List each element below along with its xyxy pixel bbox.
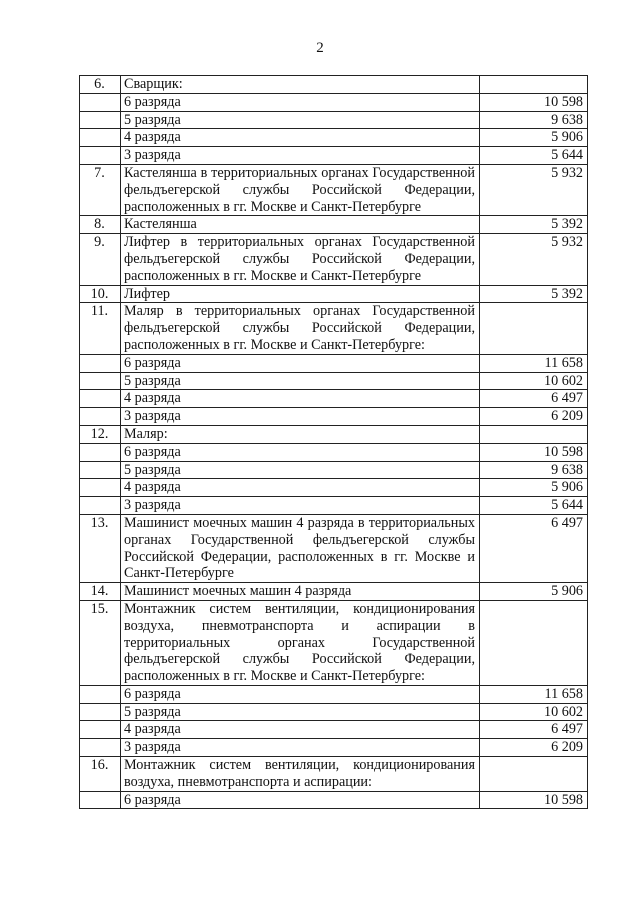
table-row bbox=[80, 129, 588, 147]
position-name: 5 разряда bbox=[121, 111, 480, 129]
position-name: 4 разряда bbox=[121, 129, 480, 147]
salary-value bbox=[480, 303, 588, 354]
table-row bbox=[80, 147, 588, 165]
salary-value: 5 644 bbox=[480, 497, 588, 515]
salary-table bbox=[79, 75, 588, 809]
table-row bbox=[80, 93, 588, 111]
row-number bbox=[80, 93, 121, 111]
position-name: Кастелянша в территориальных органах Государственной фельдъегерской службы Российской Федерации, расположенных в гг. Москве и Санкт-Петербурге bbox=[121, 164, 480, 215]
row-number: 9. bbox=[80, 234, 121, 285]
row-number: 12. bbox=[80, 425, 121, 443]
row-number: 13. bbox=[80, 514, 121, 582]
row-number bbox=[80, 354, 121, 372]
position-name: 3 разряда bbox=[121, 147, 480, 165]
row-number bbox=[80, 461, 121, 479]
row-number bbox=[80, 372, 121, 390]
table-row bbox=[80, 461, 588, 479]
salary-value bbox=[480, 425, 588, 443]
position-name: Монтажник систем вентиляции, кондиционирования воздуха, пневмотранспорта и аспирации: bbox=[121, 757, 480, 792]
row-number bbox=[80, 408, 121, 426]
position-name: Машинист моечных машин 4 разряда bbox=[121, 583, 480, 601]
row-number bbox=[80, 721, 121, 739]
table-row bbox=[80, 76, 588, 94]
row-number bbox=[80, 129, 121, 147]
table-row bbox=[80, 111, 588, 129]
table-row bbox=[80, 479, 588, 497]
salary-value: 9 638 bbox=[480, 461, 588, 479]
row-number: 7. bbox=[80, 164, 121, 215]
salary-value: 10 598 bbox=[480, 443, 588, 461]
table-row bbox=[80, 514, 588, 582]
position-name: 3 разряда bbox=[121, 408, 480, 426]
salary-value: 6 497 bbox=[480, 721, 588, 739]
row-number: 11. bbox=[80, 303, 121, 354]
position-name: Лифтер в территориальных органах Государственной фельдъегерской службы Российской Федерации, расположенных в гг. Москве и Санкт-Петербурге bbox=[121, 234, 480, 285]
row-number bbox=[80, 111, 121, 129]
position-name: Машинист моечных машин 4 разряда в территориальных органах Государственной фельдъегерской службы Российской Федерации, расположенных в гг. Москве и Санкт-Петербурге bbox=[121, 514, 480, 582]
row-number bbox=[80, 703, 121, 721]
position-name: 4 разряда bbox=[121, 721, 480, 739]
row-number bbox=[80, 390, 121, 408]
salary-value: 5 644 bbox=[480, 147, 588, 165]
salary-value: 10 602 bbox=[480, 372, 588, 390]
salary-value: 5 932 bbox=[480, 164, 588, 215]
table-row bbox=[80, 234, 588, 285]
row-number bbox=[80, 497, 121, 515]
salary-value bbox=[480, 600, 588, 685]
position-name: 6 разряда bbox=[121, 685, 480, 703]
salary-value: 6 497 bbox=[480, 514, 588, 582]
position-name: Маляр: bbox=[121, 425, 480, 443]
table-row bbox=[80, 685, 588, 703]
row-number: 6. bbox=[80, 76, 121, 94]
position-name: 4 разряда bbox=[121, 390, 480, 408]
position-name: 5 разряда bbox=[121, 372, 480, 390]
salary-value: 6 209 bbox=[480, 739, 588, 757]
salary-value: 5 392 bbox=[480, 216, 588, 234]
table-row bbox=[80, 497, 588, 515]
table-row bbox=[80, 372, 588, 390]
position-name: Маляр в территориальных органах Государственной фельдъегерской службы Российской Федерации, расположенных в гг. Москве и Санкт-Петербурге: bbox=[121, 303, 480, 354]
salary-value: 10 598 bbox=[480, 791, 588, 809]
row-number bbox=[80, 147, 121, 165]
position-name: 5 разряда bbox=[121, 703, 480, 721]
salary-value: 9 638 bbox=[480, 111, 588, 129]
salary-value: 11 658 bbox=[480, 354, 588, 372]
page-number: 2 bbox=[316, 40, 324, 56]
salary-value: 5 932 bbox=[480, 234, 588, 285]
table-row bbox=[80, 303, 588, 354]
row-number: 16. bbox=[80, 757, 121, 792]
table-row bbox=[80, 721, 588, 739]
position-name: 6 разряда bbox=[121, 93, 480, 111]
salary-value: 5 906 bbox=[480, 129, 588, 147]
position-name: 6 разряда bbox=[121, 443, 480, 461]
salary-value: 6 497 bbox=[480, 390, 588, 408]
position-name: 3 разряда bbox=[121, 497, 480, 515]
row-number: 8. bbox=[80, 216, 121, 234]
salary-value bbox=[480, 757, 588, 792]
row-number bbox=[80, 685, 121, 703]
table-row bbox=[80, 425, 588, 443]
table-row bbox=[80, 408, 588, 426]
salary-value: 5 906 bbox=[480, 583, 588, 601]
salary-value: 5 392 bbox=[480, 285, 588, 303]
row-number bbox=[80, 479, 121, 497]
salary-value: 5 906 bbox=[480, 479, 588, 497]
position-name: 6 разряда bbox=[121, 354, 480, 372]
position-name: Кастелянша bbox=[121, 216, 480, 234]
row-number bbox=[80, 791, 121, 809]
table-row bbox=[80, 757, 588, 792]
row-number: 10. bbox=[80, 285, 121, 303]
table-row bbox=[80, 390, 588, 408]
salary-value: 10 602 bbox=[480, 703, 588, 721]
salary-value bbox=[480, 76, 588, 94]
table-row bbox=[80, 164, 588, 215]
table-row bbox=[80, 285, 588, 303]
position-name: Сварщик: bbox=[121, 76, 480, 94]
position-name: 6 разряда bbox=[121, 791, 480, 809]
salary-value: 10 598 bbox=[480, 93, 588, 111]
table-row bbox=[80, 583, 588, 601]
position-name: 3 разряда bbox=[121, 739, 480, 757]
table-row bbox=[80, 216, 588, 234]
row-number: 15. bbox=[80, 600, 121, 685]
table-row bbox=[80, 703, 588, 721]
position-name: Лифтер bbox=[121, 285, 480, 303]
table-row bbox=[80, 739, 588, 757]
position-name: Монтажник систем вентиляции, кондиционирования воздуха, пневмотранспорта и аспирации в территориальных органах Государственной фельдъегерской службы Российской Федерации, расположенных в гг. Москве и Санкт-Петербурге: bbox=[121, 600, 480, 685]
salary-value: 11 658 bbox=[480, 685, 588, 703]
salary-value: 6 209 bbox=[480, 408, 588, 426]
row-number: 14. bbox=[80, 583, 121, 601]
table-row bbox=[80, 443, 588, 461]
table-row bbox=[80, 600, 588, 685]
table-row bbox=[80, 354, 588, 372]
row-number bbox=[80, 739, 121, 757]
salary-table-body bbox=[80, 76, 588, 809]
table-row bbox=[80, 791, 588, 809]
row-number bbox=[80, 443, 121, 461]
position-name: 5 разряда bbox=[121, 461, 480, 479]
position-name: 4 разряда bbox=[121, 479, 480, 497]
